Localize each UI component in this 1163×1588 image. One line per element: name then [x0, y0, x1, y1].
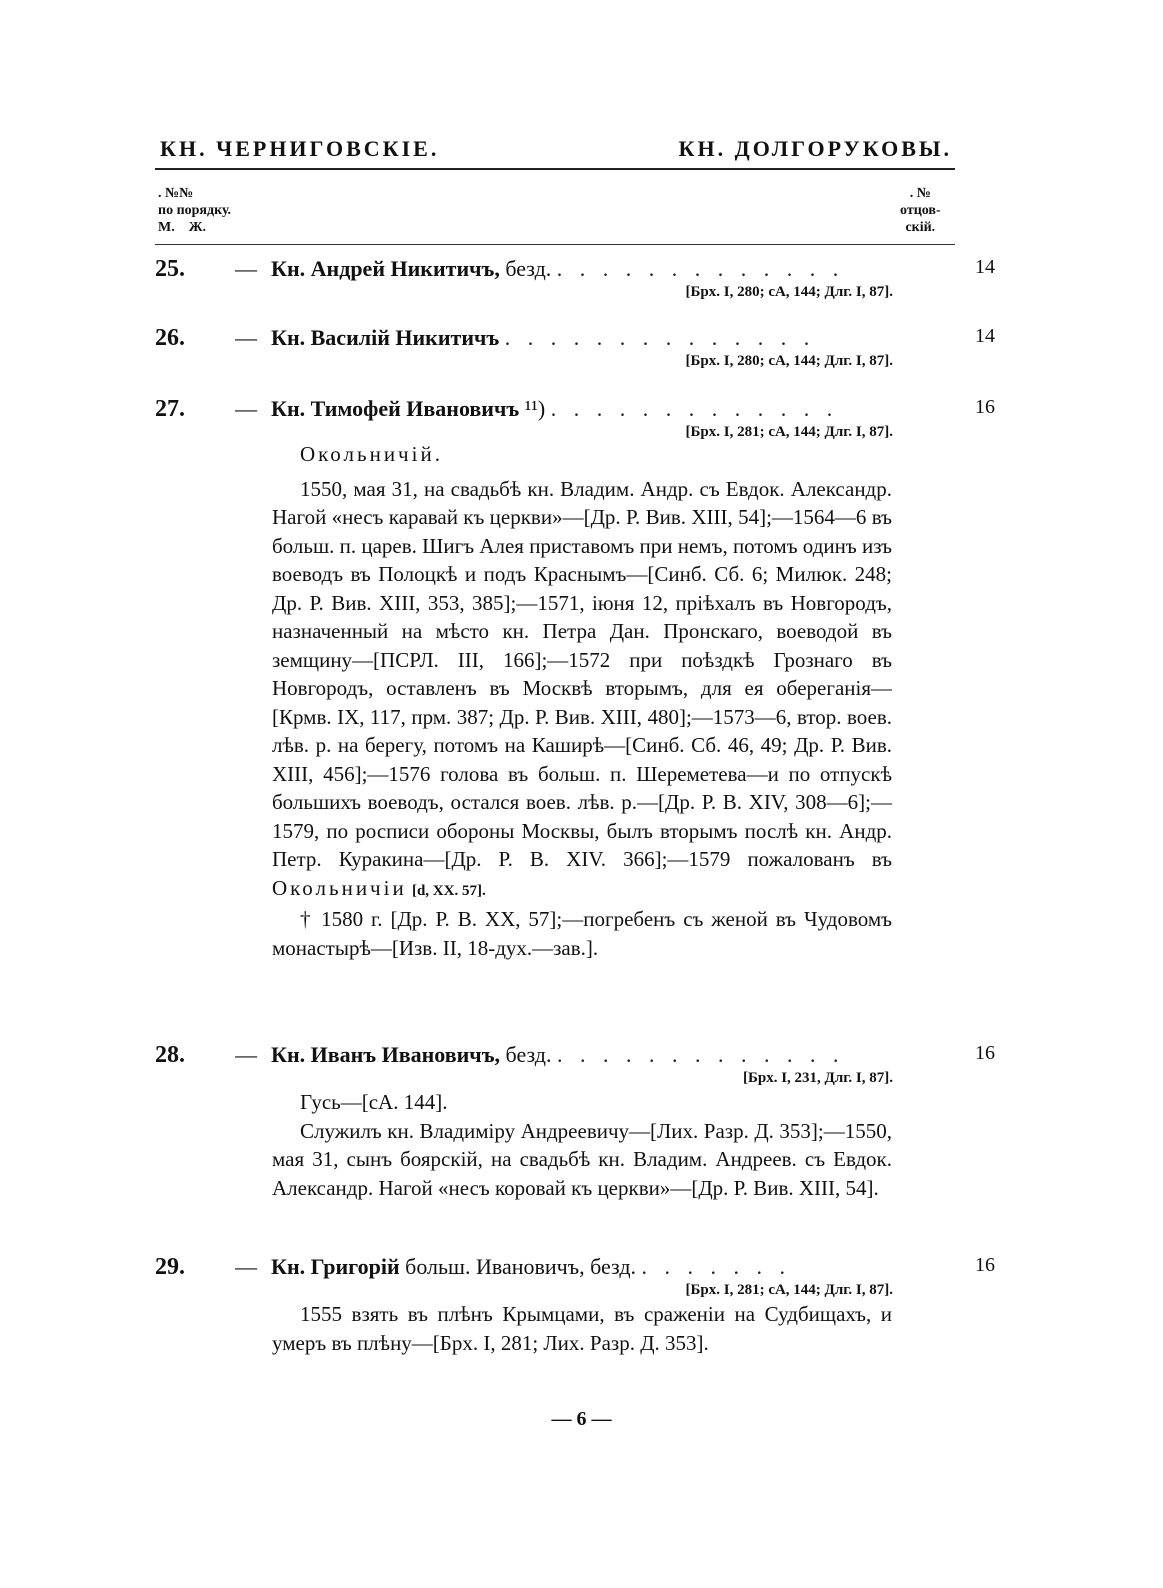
- entry-dash: —: [235, 396, 257, 421]
- running-head-right: КН. ДОЛГОРУКОВЫ.: [678, 136, 952, 161]
- entry-28-paragraph-2: Служилъ кн. Владиміру Андреевичу—[Лих. Разр. Д. 353];—1550, мая 31, сынъ боярскій, на свадьбѣ кн. Владим. Андреев. съ Евдок. Александр. Нагой «несъ коровай къ церкви»—[Др. Р. Вив. XIII, 54].: [272, 1118, 892, 1200]
- entry-dash: —: [235, 1042, 257, 1067]
- entry-source: [Брх. I, 280; сА, 144; Длг. I, 87].: [685, 284, 893, 300]
- entry-name: Кн. Тимофей Ивановичъ: [271, 396, 520, 421]
- entry-27-paragraph-2: † 1580 г. [Др. Р. В. XX, 57];—погребенъ съ женой въ Чудовомъ монастырѣ—[Изв. II, 18-дух.—зав.].: [272, 907, 892, 960]
- entry-name: Кн. Иванъ Ивановичъ,: [271, 1042, 501, 1067]
- entry-27-paragraph-1-end-source: [d, XX. 57].: [411, 882, 486, 899]
- page-number: — 6 —: [551, 1408, 612, 1430]
- entry-rest: ¹¹): [519, 396, 546, 421]
- running-head: [160, 136, 952, 172]
- entry-leader-dots: . . . . . . .: [641, 1254, 792, 1279]
- entry-dash: —: [235, 325, 257, 350]
- entry-rest: больш. Ивановичъ, безд.: [399, 1254, 637, 1279]
- entry-rest: безд.: [500, 1042, 552, 1067]
- entry-number: 29.: [155, 1254, 185, 1280]
- entry-dash: —: [235, 1254, 257, 1279]
- entry-27-title: Окольничій.: [300, 442, 443, 466]
- entry-source: [Брх. I, 281; сА, 144; Длг. I, 87].: [685, 1282, 893, 1298]
- column-header-order: [158, 185, 231, 236]
- entry-29-text: [272, 1300, 892, 1357]
- entry-name: Кн. Григорій: [271, 1254, 400, 1279]
- entry-leader-dots: . . . . . . . . . . . . .: [556, 1042, 845, 1067]
- entry-line: [235, 396, 895, 422]
- column-header-order-line1: . №№: [158, 186, 194, 201]
- entry-source: [Брх. I, 280; сА, 144; Длг. I, 87].: [685, 353, 893, 369]
- entry-number: 25.: [155, 256, 185, 282]
- entry-name: Кн. Василій Никитичъ: [271, 325, 500, 350]
- entry-27-text: [272, 440, 892, 962]
- column-header-rule: [155, 244, 955, 245]
- entry-paternal-ref: 16: [975, 396, 995, 418]
- column-header-paternal-line2: отцов-: [900, 203, 941, 218]
- header-rule: [155, 168, 955, 170]
- column-header-paternal-line3: скій.: [905, 220, 936, 235]
- entry-leader-dots: . . . . . . . . . . . . . .: [504, 325, 816, 350]
- entry-leader-dots: . . . . . . . . . . . . .: [556, 256, 845, 281]
- entry-27-paragraph-1: [272, 475, 892, 906]
- entry-number: 27.: [155, 396, 185, 422]
- entry-line: [235, 1254, 895, 1280]
- entry-source: [Брх. I, 281; сА, 144; Длг. I, 87].: [685, 424, 893, 440]
- entry-name: Кн. Андрей Никитичъ,: [271, 256, 500, 281]
- column-header-order-line3: М. Ж.: [158, 220, 207, 235]
- entry-28-paragraph-1: Гусь—[сА. 144].: [300, 1090, 448, 1114]
- entry-line: [235, 325, 895, 351]
- entry-paternal-ref: 14: [975, 256, 995, 278]
- column-header-paternal-line1: . №: [909, 186, 931, 201]
- entry-number: 26.: [155, 325, 185, 351]
- column-header-paternal: [900, 185, 941, 236]
- entry-line: [235, 256, 895, 282]
- entry-leader-dots: . . . . . . . . . . . . .: [550, 396, 839, 421]
- entry-rest: безд.: [499, 256, 552, 281]
- entry-28-text: [272, 1088, 892, 1202]
- entry-27-paragraph-1-text: 1550, мая 31, на свадьбѣ кн. Владим. Андр. съ Евдок. Александр. Нагой «несъ каравай къ церкви»—[Др. Р. Вив. XIII, 54];—1564—6 въ больш. п. царев. Шигъ Алея приставомъ при немъ, потомъ одинъ изъ воеводъ въ Полоцкѣ и подъ Краснымъ—[Синб. Сб. 6; Милюк. 248; Др. Р. Вив. XIII, 353, 385];—1571, іюня 12, пріѣхалъ въ Новгородъ, назначенный на мѣсто кн. Петра Дан. Пронскаго, воеводой въ земщину—[ПСРЛ. III, 166];—1572 при поѣздкѣ Грознаго въ Новгородъ, оставленъ въ Москвѣ вторымъ, для ея обереганія—[Крмв. IX, 117, прм. 387; Др. Р. Вив. XIII, 480];—1573—6, втор. воев. лѣв. р. на берегу, потомъ на Каширѣ—[Синб. Сб. 46, 49; Др. Р. Вив. XIII, 456];—1576 голова въ больш. п. Шереметева—и по отпускѣ большихъ воеводъ, остался воев. лѣв. р.—[Др. Р. В. XIV, 308—6];—1579, по росписи обороны Москвы, былъ вторымъ послѣ кн. Андр. Петр. Куракина—[Др. Р. В. XIV. 366];—1579 пожалованъ въ: [272, 476, 893, 871]
- entry-line: [235, 1042, 895, 1068]
- column-header-order-line2: по порядку.: [158, 203, 232, 218]
- entry-paternal-ref: 14: [975, 325, 995, 347]
- entry-number: 28.: [155, 1042, 185, 1068]
- entry-source: [Брх. I, 231, Длг. I, 87].: [742, 1070, 893, 1086]
- entry-paternal-ref: 16: [975, 1254, 995, 1276]
- running-head-left: КН. ЧЕРНИГОВСКІЕ.: [160, 136, 440, 161]
- entry-dash: —: [235, 256, 257, 281]
- entry-paternal-ref: 16: [975, 1042, 995, 1064]
- entry-27-paragraph-1-end: Окольничіи: [272, 875, 407, 900]
- entry-29-paragraph-1: 1555 взять въ плѣнъ Крымцами, въ сраженіи на Судбищахъ, и умеръ въ плѣну—[Брх. I, 281; Лих. Разр. Д. 353].: [272, 1302, 892, 1355]
